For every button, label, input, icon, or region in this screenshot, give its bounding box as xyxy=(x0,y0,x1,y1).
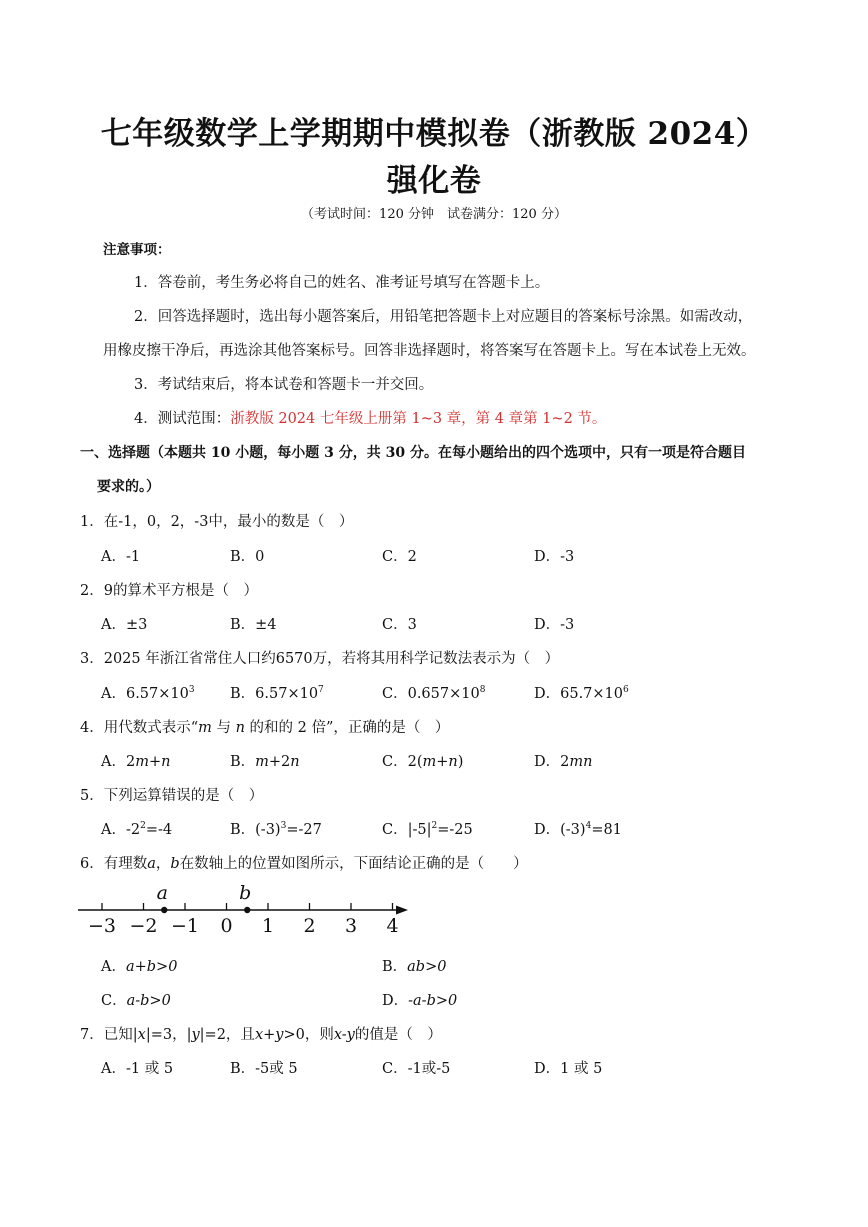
q2-option-a: A．±3 xyxy=(101,617,148,633)
q7-s2: |=2，且 xyxy=(199,1027,255,1043)
q7-option-d: D．1 或 5 xyxy=(534,1061,603,1077)
page-title-line1: 七年级数学上学期期中模拟卷（浙教版 2024） xyxy=(100,116,768,152)
q6-option-d xyxy=(382,989,457,1010)
q6-var-b: b xyxy=(170,856,180,872)
q5-a-exp: 2 xyxy=(140,821,146,831)
q7-s3: >0，则 xyxy=(283,1027,334,1043)
number-line-tick-label: −1 xyxy=(170,915,200,937)
number-line-tick-label: 2 xyxy=(303,915,316,937)
q6-c-pre: C． xyxy=(101,993,127,1009)
q7-s1: |=3，| xyxy=(145,1027,192,1043)
number-line-label-b: b xyxy=(239,882,252,904)
q3-option-c xyxy=(382,682,485,703)
q6-b-expr: ab>0 xyxy=(407,959,447,975)
q4-d-mn: mn xyxy=(569,754,593,770)
q5-d-pre: D．(-3) xyxy=(534,822,586,838)
q4-b-pre: B． xyxy=(230,754,256,770)
q6-option-a xyxy=(101,955,177,976)
q7-var-x: x xyxy=(137,1027,146,1043)
q4-c-plus: + xyxy=(436,754,449,770)
q3-option-a xyxy=(101,682,195,703)
section-heading-line2: 要求的。） xyxy=(97,479,160,495)
q4-c-n: n xyxy=(448,754,458,770)
q6-stem-post: 在数轴上的位置如图所示，下面结论正确的是（ ） xyxy=(179,856,528,872)
q4-stem-post: 的和的 2 倍”，正确的是（ ） xyxy=(244,720,450,736)
q3-option-d xyxy=(534,682,629,703)
q4-d-pre: D．2 xyxy=(534,754,570,770)
exam-info: （考试时间：120 分钟 试卷满分：120 分） xyxy=(301,207,567,222)
q4-b-n: n xyxy=(290,754,300,770)
section-heading-line1: 一、选择题（本题共 10 小题，每小题 3 分，共 30 分。在每小题给出的四个选项中，只有一项是符合题目 xyxy=(80,445,746,461)
q1-option-a: A．-1 xyxy=(101,549,141,565)
q4-a-pre: A．2 xyxy=(101,754,136,770)
q4-option-b xyxy=(230,750,300,771)
q6-stem-pre: 6．有理数 xyxy=(80,856,148,872)
number-line-tick-label: 4 xyxy=(386,915,399,937)
number-line-tick-label: 1 xyxy=(261,915,275,937)
q4-option-d xyxy=(534,750,592,771)
number-line-tick-label: 0 xyxy=(220,915,233,937)
q6-c-expr: a-b>0 xyxy=(126,993,171,1009)
question-5-stem: 5．下列运算错误的是（ ） xyxy=(80,788,264,804)
q4-c-pre: C．2( xyxy=(382,754,423,770)
q3-b-base: B．6.57×10 xyxy=(230,686,319,702)
q6-comma: ， xyxy=(155,856,171,872)
q5-option-b xyxy=(230,818,322,839)
axis-arrow-icon xyxy=(396,906,408,915)
q3-b-exp: 7 xyxy=(318,685,324,695)
q7-option-a: A．-1 或 5 xyxy=(101,1061,174,1077)
number-line-tick-label: −2 xyxy=(129,915,158,937)
number-line-figure xyxy=(74,878,414,940)
question-7-stem xyxy=(80,1023,442,1044)
q4-var-m: m xyxy=(198,720,212,736)
q5-option-d xyxy=(534,818,622,839)
q6-a-expr: a+b>0 xyxy=(125,959,178,975)
q2-option-c: C．3 xyxy=(382,617,417,633)
q3-option-b xyxy=(230,682,324,703)
note-4-prefix: 4．测试范围： xyxy=(134,411,231,427)
q4-var-n: n xyxy=(235,720,245,736)
q7-option-b: B．-5或 5 xyxy=(230,1061,298,1077)
q5-a-pre: A．-2 xyxy=(101,822,141,838)
q4-option-a xyxy=(101,750,170,771)
question-1-stem: 1．在-1，0，2，-3中，最小的数是（ ） xyxy=(80,514,354,530)
q6-a-pre: A． xyxy=(101,959,126,975)
q4-b-m: m xyxy=(255,754,269,770)
note-4 xyxy=(134,407,606,428)
number-line-point-b xyxy=(244,907,250,913)
q4-stem-pre: 4．用代数式表示“ xyxy=(80,720,199,736)
question-2-stem: 2．9的算术平方根是（ ） xyxy=(80,583,258,599)
q7-option-c: C．-1或-5 xyxy=(382,1061,451,1077)
q3-a-exp: 3 xyxy=(188,685,195,695)
q2-option-d: D．-3 xyxy=(534,617,575,633)
q7-var-y: y xyxy=(191,1027,200,1043)
notes-heading: 注意事项： xyxy=(103,242,171,258)
number-line-point-a xyxy=(161,907,167,913)
question-3-stem: 3．2025 年浙江省常住人口约6570万，若将其用科学记数法表示为（ ） xyxy=(80,651,560,667)
q5-d-post: =81 xyxy=(591,822,622,838)
q4-option-c xyxy=(382,750,463,771)
number-line-tick-label: −3 xyxy=(87,915,117,937)
q7-stem-pre: 7．已知| xyxy=(80,1027,138,1043)
note-1: 1．答卷前，考生务必将自己的姓名、准考证号填写在答题卡上。 xyxy=(134,275,550,291)
q6-option-c xyxy=(101,989,171,1010)
q6-option-b xyxy=(382,955,446,976)
question-6-stem xyxy=(80,852,528,873)
q6-b-pre: B． xyxy=(382,959,408,975)
q1-option-c: C．2 xyxy=(382,549,417,565)
test-range: 浙教版 2024 七年级上册第 1~3 章，第 4 章第 1~2 节。 xyxy=(230,411,607,427)
page-title-line2: 强化卷 xyxy=(386,163,482,199)
q5-d-exp: 4 xyxy=(585,821,592,831)
q3-d-exp: 6 xyxy=(623,685,629,695)
q4-stem-mid: 与 xyxy=(211,720,236,736)
question-4-stem xyxy=(80,716,449,737)
q6-d-expr: -a-b>0 xyxy=(408,993,458,1009)
number-line-tick-label: 3 xyxy=(344,915,358,937)
q3-d-base: D．65.7×10 xyxy=(534,686,624,702)
note-2a: 2．回答选择题时，选出每小题答案后，用铅笔把答题卡上对应题目的答案标号涂黑。如需改动， xyxy=(134,309,753,325)
q5-c-exp: 2 xyxy=(431,821,438,831)
q5-option-c xyxy=(382,818,473,839)
q5-c-pre: C．|-5| xyxy=(382,822,432,838)
q5-a-post: =-4 xyxy=(145,822,173,838)
q3-c-exp: 8 xyxy=(479,685,486,695)
q2-option-b: B．±4 xyxy=(230,617,277,633)
note-3: 3．考试结束后，将本试卷和答题卡一并交回。 xyxy=(134,377,434,393)
number-line-label-a: a xyxy=(156,882,168,904)
q5-c-post: =-25 xyxy=(437,822,473,838)
q6-d-pre: D． xyxy=(382,993,409,1009)
q5-b-exp: 3 xyxy=(280,821,287,831)
q3-a-base: A．6.57×10 xyxy=(101,686,189,702)
q4-a-plus: + xyxy=(148,754,162,770)
q7-x-minus-y: x-y xyxy=(333,1027,355,1043)
q5-b-pre: B．(-3) xyxy=(230,822,281,838)
q6-var-a: a xyxy=(147,856,156,872)
q3-c-base: C．0.657×10 xyxy=(382,686,480,702)
note-2b: 用橡皮擦干净后，再选涂其他答案标号。回答非选择题时，将答案写在答题卡上。写在本试卷上无效。 xyxy=(103,343,756,359)
q4-c-m: m xyxy=(422,754,437,770)
q1-option-d: D．-3 xyxy=(534,549,575,565)
q5-option-a xyxy=(101,818,172,839)
q4-a-m: m xyxy=(135,754,149,770)
q7-s4: 的值是（ ） xyxy=(354,1027,442,1043)
q4-b-plus: +2 xyxy=(268,754,291,770)
q7-x-plus-y: x+y xyxy=(254,1027,284,1043)
q4-a-n: n xyxy=(161,754,171,770)
q5-b-post: =-27 xyxy=(286,822,322,838)
q1-option-b: B．0 xyxy=(230,549,265,565)
q4-c-post: ) xyxy=(457,754,464,770)
